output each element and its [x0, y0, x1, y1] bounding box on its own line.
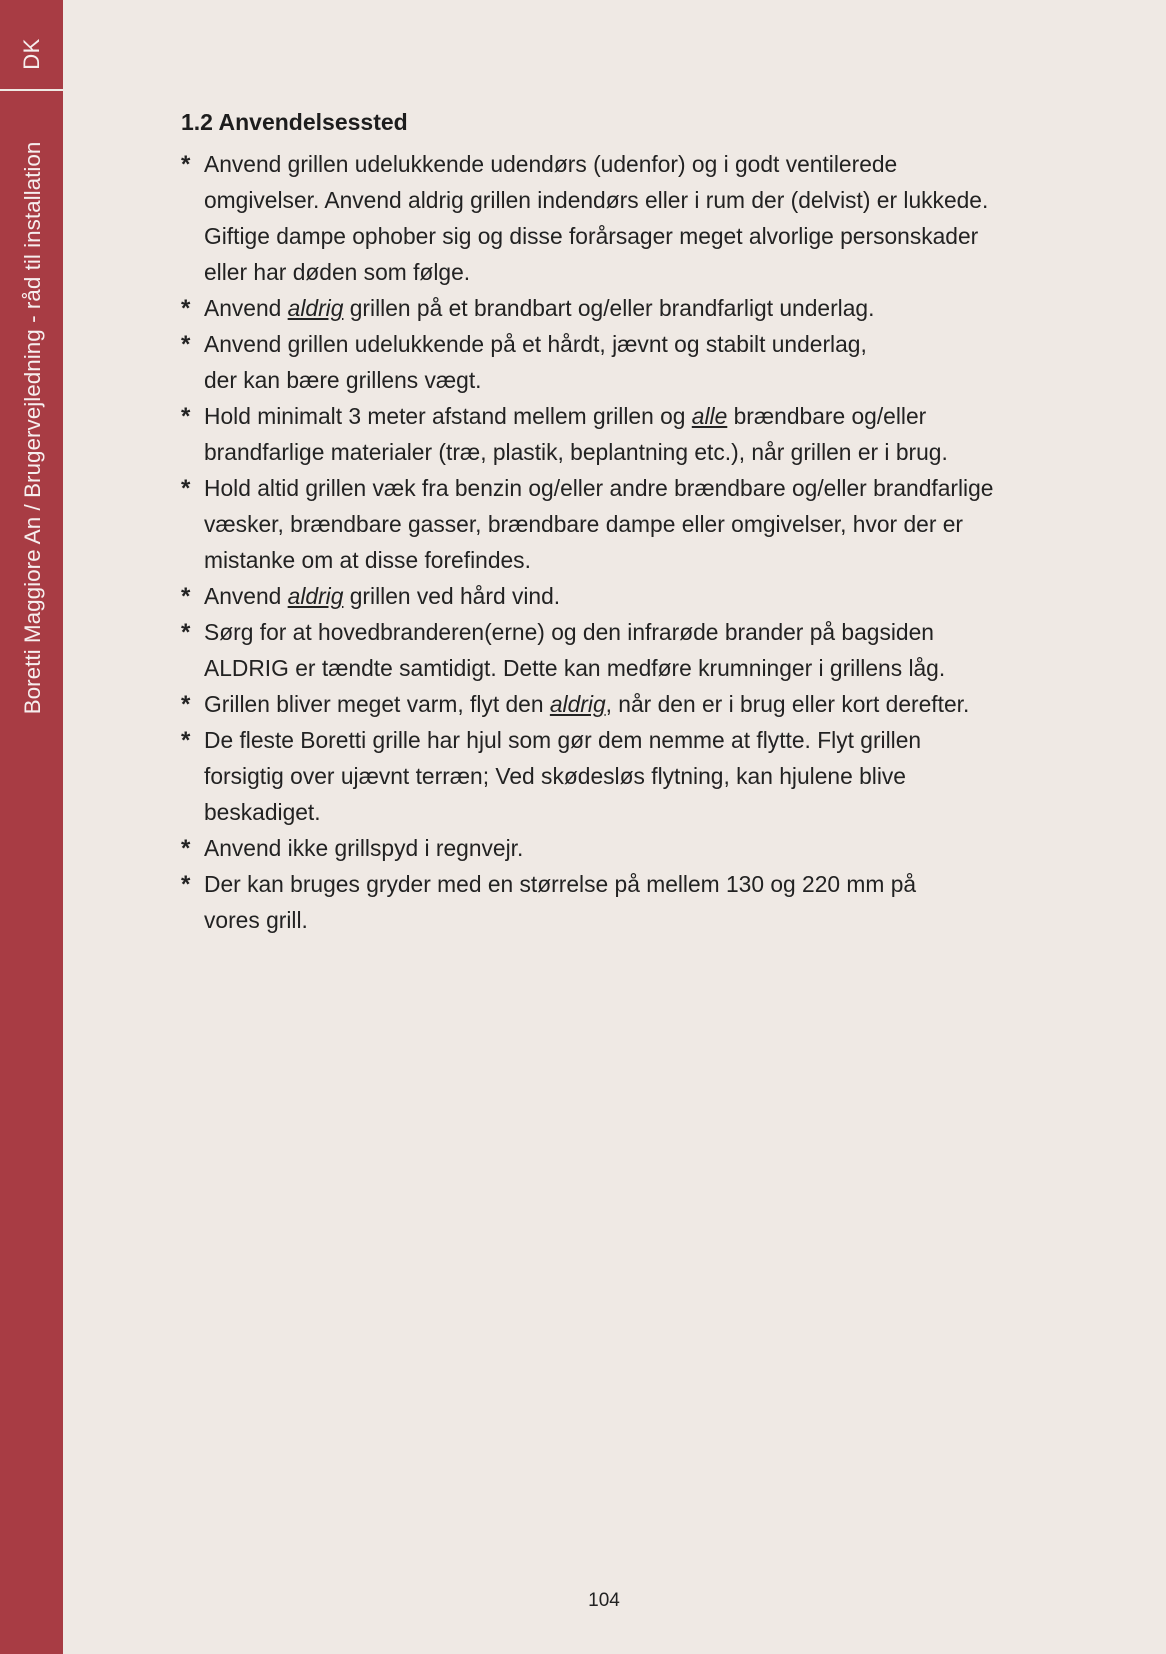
emphasis-text: alle — [691, 403, 728, 429]
list-item — [181, 578, 1081, 614]
section-heading: 1.2 Anvendelsessted — [181, 109, 408, 135]
list-item-text: grillen ved hård vind. — [343, 583, 561, 609]
list-item — [181, 218, 1081, 254]
bullet-star: * — [181, 295, 191, 322]
list-item — [181, 866, 1081, 902]
language-tab — [0, 0, 63, 91]
list-item-text: Der kan bruges gryder med en størrelse på mellem 130 og 220 mm på — [204, 871, 917, 897]
bullet-star: * — [181, 619, 191, 646]
list-item-text: vores grill. — [204, 907, 308, 933]
list-item-text: mistanke om at disse forefindes. — [204, 547, 531, 573]
list-item-text: omgivelser. Anvend aldrig grillen indendørs eller i rum der (delvist) er lukkede. — [204, 187, 989, 213]
list-item — [181, 902, 1081, 938]
list-item — [181, 470, 1081, 506]
list-item — [181, 182, 1081, 218]
list-item-text: Grillen bliver meget varm, flyt den — [204, 691, 550, 717]
page-number: 104 — [588, 1590, 620, 1611]
list-item — [181, 794, 1081, 830]
list-item-text: forsigtig over ujævnt terræn; Ved skødesløs flytning, kan hjulene blive — [204, 763, 906, 789]
bullet-star: * — [181, 475, 191, 502]
list-item-text: Anvend — [204, 583, 288, 609]
list-item-text: væsker, brændbare gasser, brændbare dampe eller omgivelser, hvor der er — [204, 511, 964, 537]
list-item — [181, 686, 1081, 722]
list-item — [181, 290, 1081, 326]
list-item-text: Hold altid grillen væk fra benzin og/eller andre brændbare og/eller brandfarlige — [204, 475, 994, 501]
list-item-text: , når den er i brug eller kort derefter. — [605, 691, 970, 717]
bullet-star: * — [181, 691, 191, 718]
list-item — [181, 362, 1081, 398]
list-item — [181, 614, 1081, 650]
emphasis-text: aldrig — [287, 583, 344, 609]
list-item-text: Anvend grillen udelukkende udendørs (udenfor) og i godt ventilerede — [204, 151, 898, 177]
list-item-text: Giftige dampe ophober sig og disse forårsager meget alvorlige personskader — [204, 223, 979, 249]
list-item-text: der kan bære grillens vægt. — [204, 367, 482, 393]
list-item — [181, 830, 1081, 866]
language-label: DK — [19, 38, 44, 70]
list-item — [181, 326, 1081, 362]
bullet-star: * — [181, 583, 191, 610]
list-item — [181, 398, 1081, 434]
list-item — [181, 146, 1081, 182]
list-item-text: Sørg for at hovedbranderen(erne) og den infrarøde brander på bagsiden — [204, 619, 934, 645]
list-item-text: grillen på et brandbart og/eller brandfarligt underlag. — [343, 295, 875, 321]
sidebar — [0, 0, 63, 1654]
emphasis-text: aldrig — [549, 691, 606, 717]
list-item-text: De fleste Boretti grille har hjul som gør dem nemme at flytte. Flyt grillen — [204, 727, 922, 753]
bullet-star: * — [181, 835, 191, 862]
list-item-text: Hold minimalt 3 meter afstand mellem grillen og — [204, 403, 692, 429]
list-item-text: Anvend grillen udelukkende på et hårdt, jævnt og stabilt underlag, — [204, 331, 867, 357]
list-item — [181, 254, 1081, 290]
list-item — [181, 434, 1081, 470]
bullet-star: * — [181, 403, 191, 430]
emphasis-text: aldrig — [287, 295, 344, 321]
list-item-text: brandfarlige materialer (træ, plastik, beplantning etc.), når grillen er i brug. — [204, 439, 948, 465]
list-item-text: eller har døden som følge. — [204, 259, 471, 285]
list-item-text: Anvend ikke grillspyd i regnvejr. — [204, 835, 524, 861]
list-item-text: brændbare og/eller — [727, 403, 927, 429]
list-item — [181, 650, 1081, 686]
bullet-list — [181, 146, 1081, 938]
main-content — [181, 109, 1081, 938]
list-item-text: ALDRIG er tændte samtidigt. Dette kan medføre krumninger i grillens låg. — [204, 655, 946, 681]
bullet-star: * — [181, 871, 191, 898]
list-item-text: Anvend — [204, 295, 288, 321]
list-item — [181, 758, 1081, 794]
bullet-star: * — [181, 727, 191, 754]
list-item — [181, 722, 1081, 758]
list-item — [181, 506, 1081, 542]
document-title: Boretti Maggiore An / Brugervejledning - råd til installation — [20, 141, 45, 715]
bullet-star: * — [181, 151, 191, 178]
list-item — [181, 542, 1081, 578]
list-item-text: beskadiget. — [204, 799, 321, 825]
bullet-star: * — [181, 331, 191, 358]
